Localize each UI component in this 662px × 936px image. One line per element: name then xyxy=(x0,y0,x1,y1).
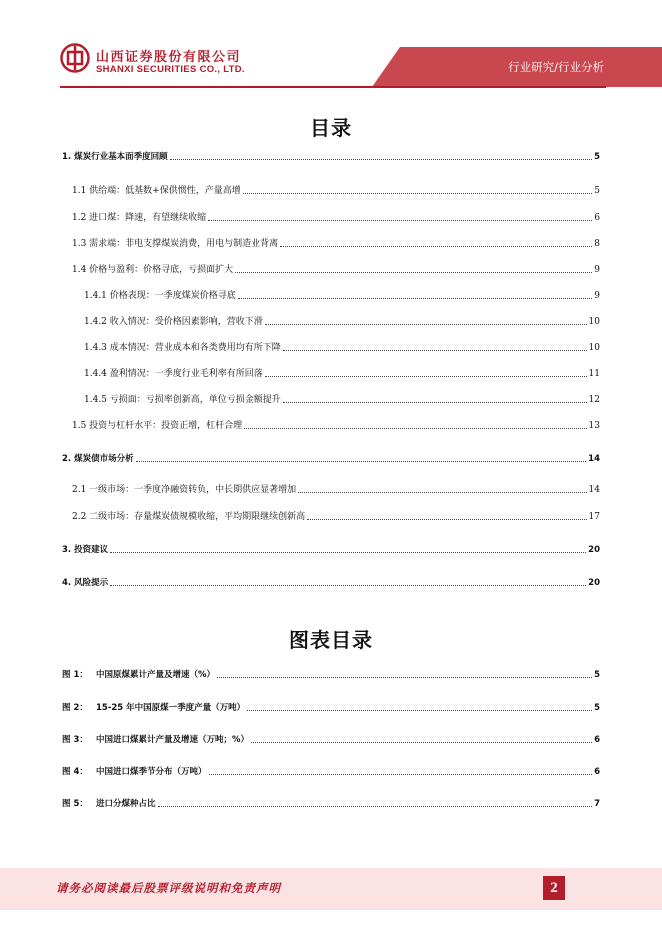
toc-leader-dots xyxy=(265,324,587,325)
toc-entry[interactable] xyxy=(84,289,600,303)
toc-entry-page: 5 xyxy=(594,186,600,196)
toc-entry[interactable] xyxy=(84,367,600,381)
toc-leader-dots xyxy=(158,806,593,807)
toc-entry[interactable] xyxy=(84,393,600,407)
toc-entry-page: 13 xyxy=(588,421,600,431)
toc-entry-page: 20 xyxy=(588,578,600,588)
figure-entry-page: 6 xyxy=(594,767,600,777)
toc-leader-dots xyxy=(251,742,592,743)
company-name-cn: 山西证券股份有限公司 xyxy=(96,50,242,65)
toc-entry-page: 14 xyxy=(588,485,600,495)
toc-entry[interactable] xyxy=(72,263,600,277)
figure-entry-text xyxy=(62,668,215,682)
toc-entry[interactable] xyxy=(84,315,600,329)
toc-entry-label: 1.3 需求端：非电支撑煤炭消费，用电与制造业背离 xyxy=(72,239,279,249)
toc-entry[interactable] xyxy=(62,576,600,590)
toc-leader-dots xyxy=(110,552,586,553)
toc-leader-dots xyxy=(280,246,592,247)
toc-leader-dots xyxy=(208,220,592,221)
toc-entry-page: 20 xyxy=(588,545,600,555)
toc-title: 目录 xyxy=(310,116,352,140)
toc-entry-page: 9 xyxy=(594,265,600,275)
toc-entry-label: 1.4.1 价格表现：一季度煤炭价格寻底 xyxy=(84,291,236,301)
figure-entry-number: 图 4： xyxy=(62,767,88,777)
toc-leader-dots xyxy=(244,428,586,429)
figure-entry-number: 图 1： xyxy=(62,670,88,680)
toc-entry-page: 14 xyxy=(588,454,600,464)
figure-entry-text xyxy=(62,797,156,811)
toc-entry[interactable] xyxy=(62,150,600,164)
footer-disclaimer[interactable]: 请务必阅读最后股票评级说明和免责声明 xyxy=(56,881,281,895)
figure-entry[interactable] xyxy=(62,797,600,811)
figure-entry[interactable] xyxy=(62,668,600,682)
toc-entry-label: 3. 投资建议 xyxy=(62,545,109,555)
figure-entry-page: 5 xyxy=(594,670,600,680)
figure-entry-label: 15-25 年中国原煤一季度产量（万吨） xyxy=(96,703,246,713)
page-header xyxy=(0,0,662,94)
figure-entry-page: 6 xyxy=(594,735,600,745)
toc-entry[interactable] xyxy=(72,483,600,497)
toc-entry-page: 8 xyxy=(594,239,600,249)
header-divider xyxy=(60,86,606,88)
toc-entry-label: 2. 煤炭债市场分析 xyxy=(62,454,134,464)
toc-entry[interactable] xyxy=(72,237,600,251)
toc-leader-dots xyxy=(209,774,593,775)
toc-entry[interactable] xyxy=(72,211,600,225)
toc-entry[interactable] xyxy=(72,419,600,433)
figure-entry-page: 7 xyxy=(594,799,600,809)
toc-entry-page: 10 xyxy=(588,343,600,353)
toc-entry-label: 1.4.2 收入情况：受价格因素影响，营收下滑 xyxy=(84,317,263,327)
toc-entry-label: 2.2 二级市场：存量煤炭债规模收缩，平均期限继续创新高 xyxy=(72,512,306,522)
toc-entry-page: 17 xyxy=(588,512,600,522)
figure-entry-number: 图 2： xyxy=(62,703,88,713)
company-name-en: SHANXI SECURITIES CO., LTD. xyxy=(96,64,245,75)
figure-entry-number: 图 5： xyxy=(62,799,88,809)
page-number: 2 xyxy=(543,876,565,900)
toc-entry-page: 10 xyxy=(588,317,600,327)
toc-entry-page: 5 xyxy=(594,152,600,162)
toc-leader-dots xyxy=(110,585,586,586)
figure-entry[interactable] xyxy=(62,765,600,779)
figure-entry-text xyxy=(62,765,207,779)
toc-leader-dots xyxy=(170,159,592,160)
toc-leader-dots xyxy=(243,193,593,194)
toc-leader-dots xyxy=(307,519,586,520)
toc-entry[interactable] xyxy=(72,184,600,198)
toc-entry-label: 1.4.3 成本情况：营业成本和各类费用均有所下降 xyxy=(84,343,281,353)
toc-entry-page: 6 xyxy=(594,213,600,223)
toc-leader-dots xyxy=(235,272,592,273)
toc-entry-label: 1.4.5 亏损面：亏损率创新高，单位亏损金额提升 xyxy=(84,395,281,405)
figure-entry-label: 中国进口煤累计产量及增速（万吨；%） xyxy=(96,735,250,745)
toc-entry-label: 4. 风险提示 xyxy=(62,578,109,588)
figure-entry-text xyxy=(62,701,245,715)
toc-leader-dots xyxy=(238,298,593,299)
figure-entry-page: 5 xyxy=(594,703,600,713)
toc-leader-dots xyxy=(265,376,587,377)
toc-entry-label: 1.1 供给端：低基数+保供惯性，产量高增 xyxy=(72,186,241,196)
figure-entry-text xyxy=(62,733,249,747)
toc-leader-dots xyxy=(283,402,587,403)
toc-entry-page: 11 xyxy=(588,369,600,379)
figure-entry[interactable] xyxy=(62,733,600,747)
toc-entry-page: 12 xyxy=(588,395,600,405)
toc-leader-dots xyxy=(298,492,586,493)
toc-entry-page: 9 xyxy=(594,291,600,301)
toc-entry-label: 1.2 进口煤：降速，有望继续收缩 xyxy=(72,213,207,223)
figure-entry-number: 图 3： xyxy=(62,735,88,745)
toc-entry-label: 1.4.4 盈利情况：一季度行业毛利率有所回落 xyxy=(84,369,263,379)
toc-entry-label: 1.5 投资与杠杆水平：投资正增，杠杆合理 xyxy=(72,421,243,431)
toc-entry-label: 2.1 一级市场：一季度净融资转负，中长期供应显著增加 xyxy=(72,485,297,495)
figure-entry-label: 中国原煤累计产量及增速（%） xyxy=(96,670,216,680)
figure-entry-label: 中国进口煤季节分布（万吨） xyxy=(96,767,207,777)
toc-entry[interactable] xyxy=(72,510,600,524)
toc-leader-dots xyxy=(283,350,587,351)
toc-leader-dots xyxy=(136,461,587,462)
figure-list-title: 图表目录 xyxy=(289,628,373,652)
company-logo-icon xyxy=(60,43,90,73)
toc-entry-label: 1. 煤炭行业基本面季度回顾 xyxy=(62,152,168,162)
toc-entry-label: 1.4 价格与盈利：价格寻底，亏损面扩大 xyxy=(72,265,234,275)
toc-entry[interactable] xyxy=(62,543,600,557)
toc-entry[interactable] xyxy=(84,341,600,355)
figure-entry[interactable] xyxy=(62,701,600,715)
figure-entry-label: 进口分煤种占比 xyxy=(96,799,156,809)
toc-leader-dots xyxy=(217,677,592,678)
toc-leader-dots xyxy=(247,710,592,711)
toc-entry[interactable] xyxy=(62,452,600,466)
report-category-tag: 行业研究/行业分析 xyxy=(508,60,604,74)
